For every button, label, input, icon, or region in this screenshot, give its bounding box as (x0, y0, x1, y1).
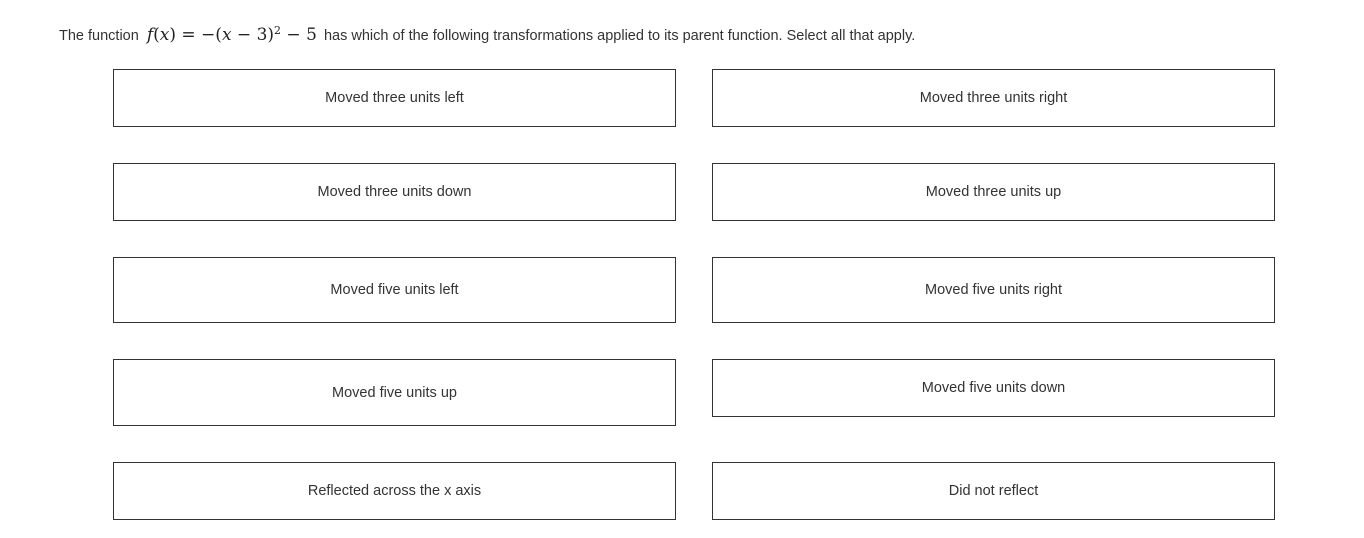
option-moved-five-right[interactable] (712, 257, 1275, 323)
question-prefix: The function (59, 28, 139, 44)
option-moved-three-right[interactable] (712, 69, 1275, 127)
option-label: Moved five units down (921, 380, 1066, 396)
option-label: Reflected across the x axis (307, 483, 482, 499)
formula-f: f (146, 25, 154, 45)
formula-minus-five: − 5 (281, 25, 317, 45)
option-label: Moved five units right (924, 282, 1062, 298)
option-moved-five-down[interactable] (712, 359, 1275, 417)
option-label: Moved five units up (332, 384, 457, 401)
option-moved-three-left[interactable] (113, 69, 676, 127)
option-reflected-x-axis[interactable] (113, 462, 676, 520)
formula-x1: x (159, 25, 170, 45)
option-label: Moved three units down (317, 184, 472, 200)
option-moved-three-up[interactable] (712, 163, 1275, 221)
formula-close-eq: ) = −( (169, 25, 222, 45)
question-suffix: has which of the following transformations applied to its parent function. Select all that apply. (323, 28, 916, 44)
option-label: Moved three units up (925, 184, 1062, 200)
formula-open-paren: ( (153, 25, 160, 45)
option-label: Moved three units right (919, 90, 1068, 106)
option-label: Moved five units left (330, 282, 459, 298)
option-moved-five-left[interactable] (113, 257, 676, 323)
option-moved-three-down[interactable] (113, 163, 676, 221)
formula-minus-three: − 3) (231, 25, 275, 45)
option-label: Moved three units left (325, 90, 464, 106)
formula-x2: x (221, 25, 232, 45)
function-formula (147, 25, 317, 45)
option-label: Did not reflect (948, 483, 1039, 499)
formula-exponent: 2 (274, 24, 282, 37)
option-moved-five-up[interactable] (113, 359, 676, 426)
option-did-not-reflect[interactable] (712, 462, 1275, 520)
question-prompt (59, 18, 915, 49)
